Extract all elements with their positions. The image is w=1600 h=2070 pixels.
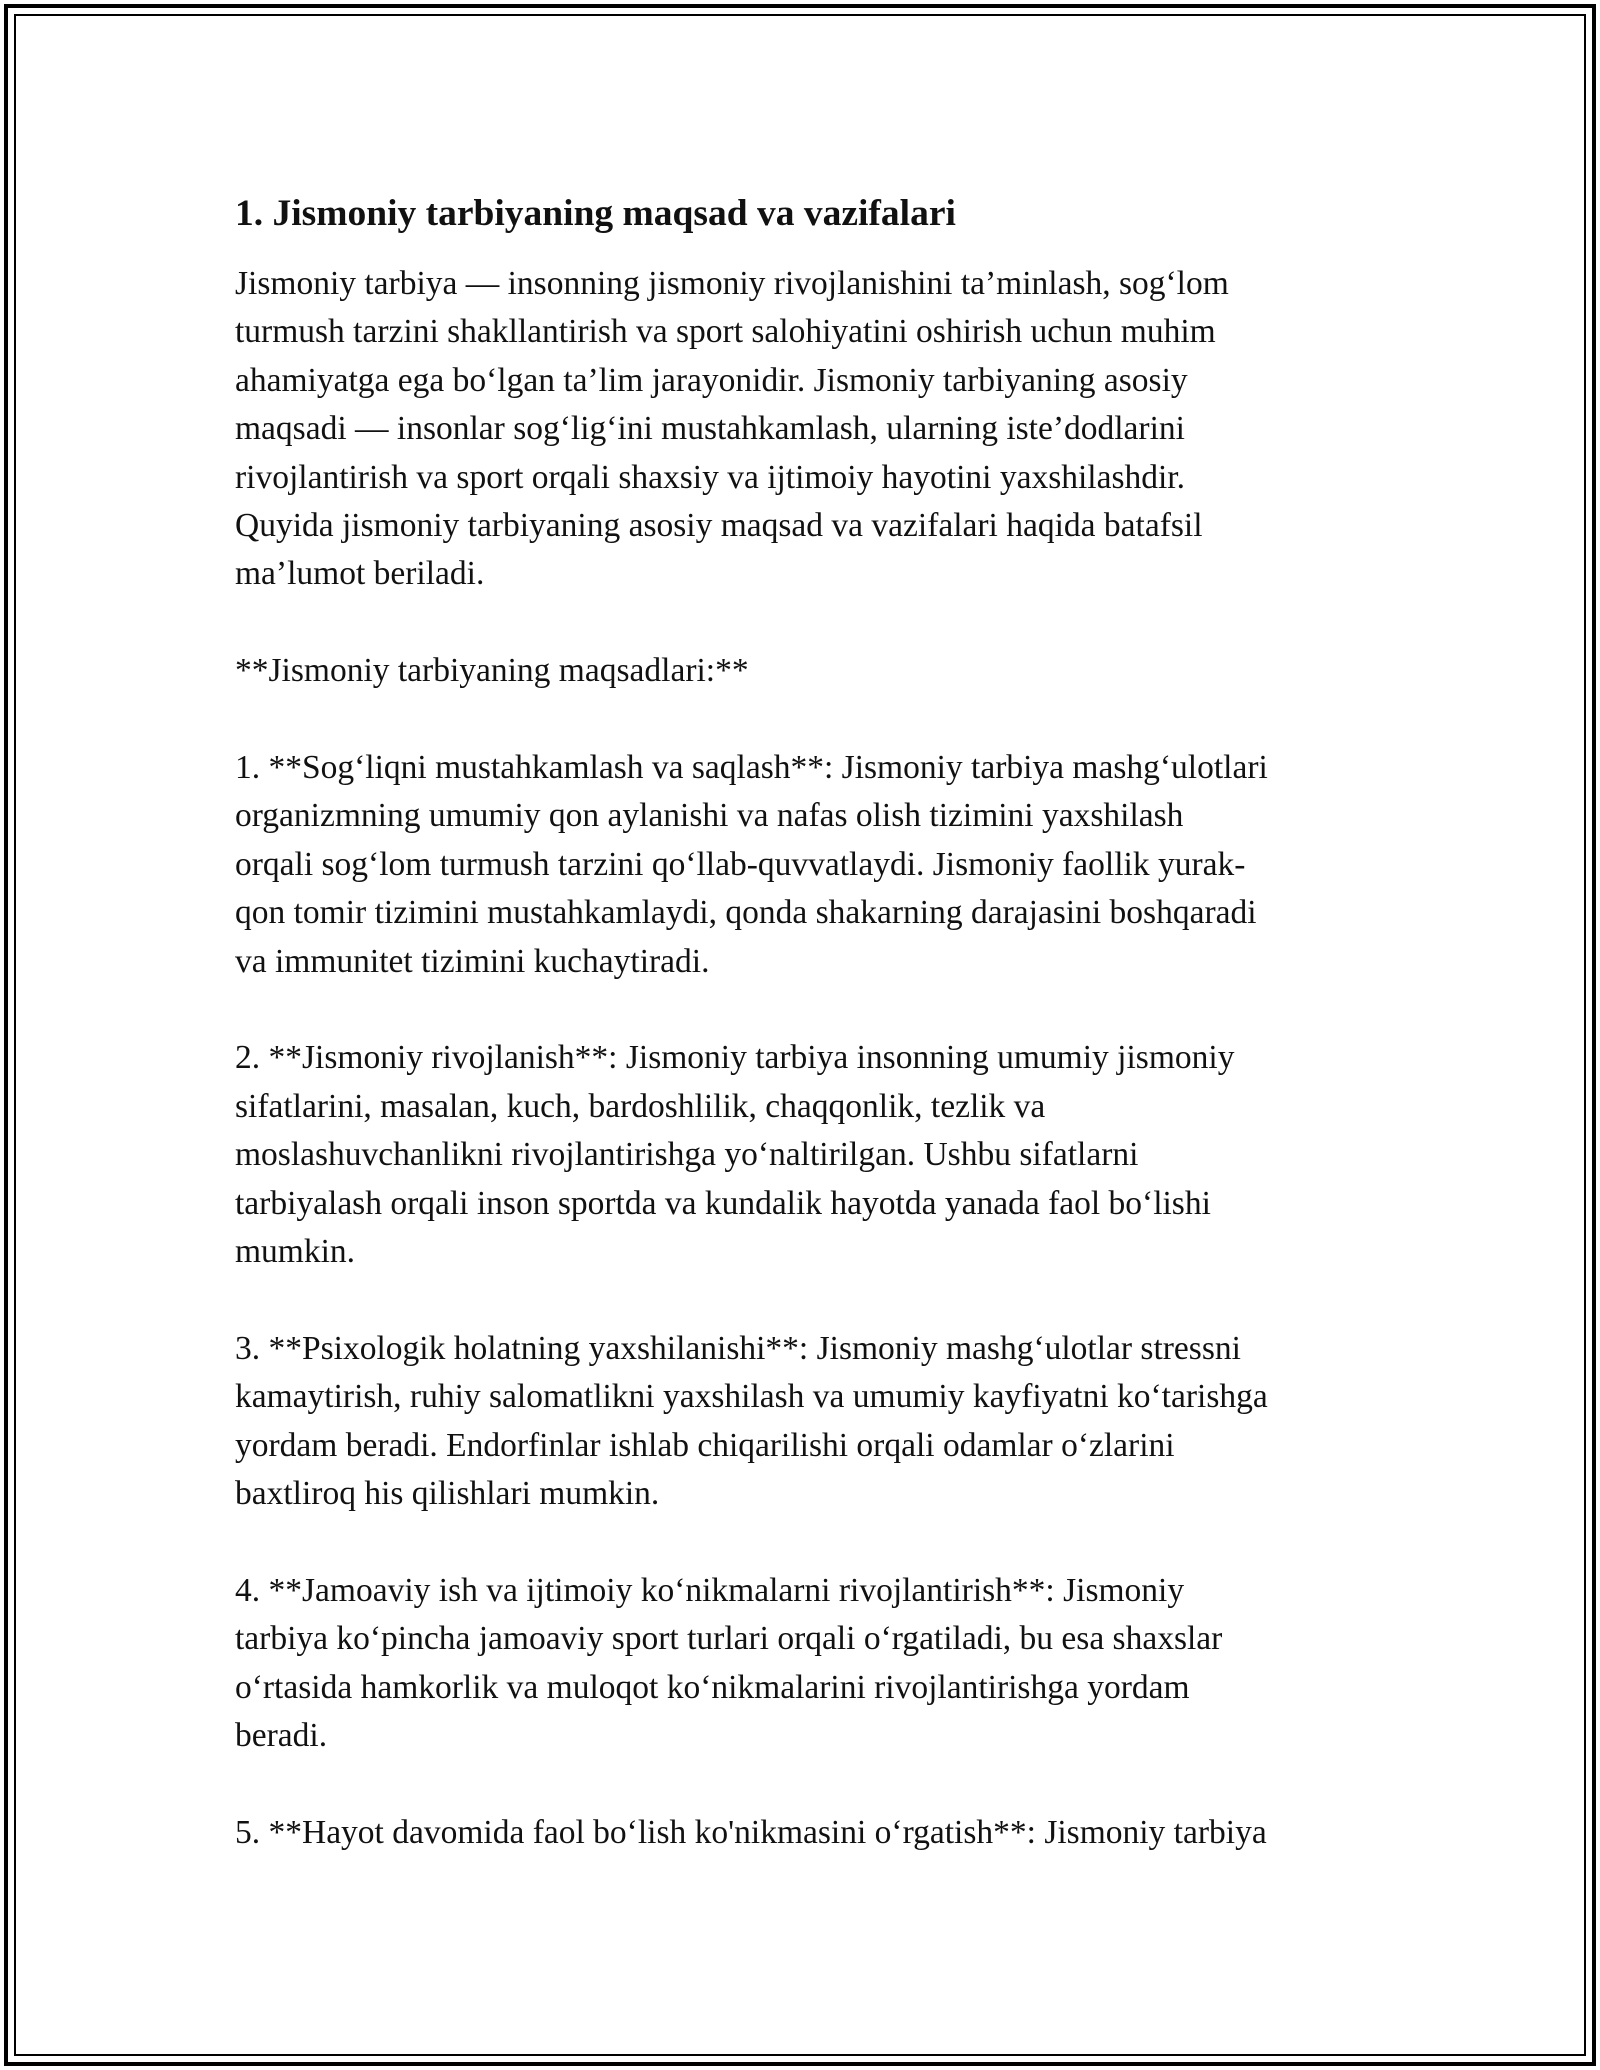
text-line: Quyida jismoniy tarbiyaning asosiy maqsad va vazifalari haqida batafsil [235,507,1203,545]
text-line: sifatlarini, masalan, kuch, bardoshlilik, chaqqonlik, tezlik va [235,1087,1046,1125]
text-line: baxtliroq his qilishlari mumkin. [235,1475,660,1513]
text-line: o‘rtasida hamkorlik va muloqot ko‘nikmalarini rivojlantirishga yordam [235,1668,1190,1706]
section-heading: 1. Jismoniy tarbiyaning maqsad va vazifalari [235,193,956,234]
text-line: tarbiyalash orqali inson sportda va kundalik hayotda yanada faol bo‘lishi [235,1184,1211,1222]
text-line: turmush tarzini shakllantirish va sport salohiyatini oshirish uchun muhim [235,313,1216,351]
text-line: mumkin. [235,1233,356,1271]
text-line: ahamiyatga ega bo‘lgan ta’lim jarayonidir. Jismoniy tarbiyaning asosiy [235,361,1188,399]
text-line: **Jismoniy tarbiyaning maqsadlari:** [235,652,749,690]
intro-paragraph [235,260,1375,599]
text-line: tarbiya ko‘pincha jamoaviy sport turlari orqali o‘rgatiladi, bu esa shaxslar [235,1620,1223,1658]
list-item-5 [235,1809,1375,1857]
text-line: 5. **Hayot davomida faol bo‘lish ko'nikmasini o‘rgatish**: Jismoniy tarbiya [235,1813,1267,1851]
list-item-4 [235,1567,1375,1761]
list-item-1 [235,744,1375,986]
text-line: qon tomir tizimini mustahkamlaydi, qonda shakarning darajasini boshqaradi [235,894,1257,932]
text-line: orqali sog‘lom turmush tarzini qo‘llab-quvvatlaydi. Jismoniy faollik yurak- [235,845,1246,883]
text-line: va immunitet tizimini kuchaytiradi. [235,942,710,980]
text-line: beradi. [235,1717,328,1755]
text-line: maqsadi — insonlar sog‘lig‘ini mustahkamlash, ularning iste’dodlarini [235,410,1185,448]
text-line: 1. **Sog‘liqni mustahkamlash va saqlash**: Jismoniy tarbiya mashg‘ulotlari [235,749,1268,787]
text-line: 3. **Psixologik holatning yaxshilanishi**: Jismoniy mashg‘ulotlar stressni [235,1329,1241,1367]
text-line: 2. **Jismoniy rivojlanish**: Jismoniy tarbiya insonning umumiy jismoniy [235,1039,1235,1077]
document-body [235,190,1375,1857]
text-line: moslashuvchanlikni rivojlantirishga yo‘naltirilgan. Ushbu sifatlarni [235,1136,1139,1174]
text-line: 4. **Jamoaviy ish va ijtimoiy ko‘nikmalarni rivojlantirish**: Jismoniy [235,1571,1185,1609]
text-line: ma’lumot beriladi. [235,555,485,593]
goals-title [235,647,1375,695]
text-line: Jismoniy tarbiya — insonning jismoniy rivojlanishini ta’minlash, sog‘lom [235,265,1229,302]
text-line: yordam beradi. Endorfinlar ishlab chiqarilishi orqali odamlar o‘zlarini [235,1426,1175,1464]
list-item-2 [235,1034,1375,1276]
text-line: organizmning umumiy qon aylanishi va nafas olish tizimini yaxshilash [235,797,1184,835]
list-item-3 [235,1325,1375,1519]
text-line: rivojlantirish va sport orqali shaxsiy va ijtimoiy hayotini yaxshilashdir. [235,458,1185,496]
text-line: kamaytirish, ruhiy salomatlikni yaxshilash va umumiy kayfiyatni ko‘tarishga [235,1378,1268,1416]
